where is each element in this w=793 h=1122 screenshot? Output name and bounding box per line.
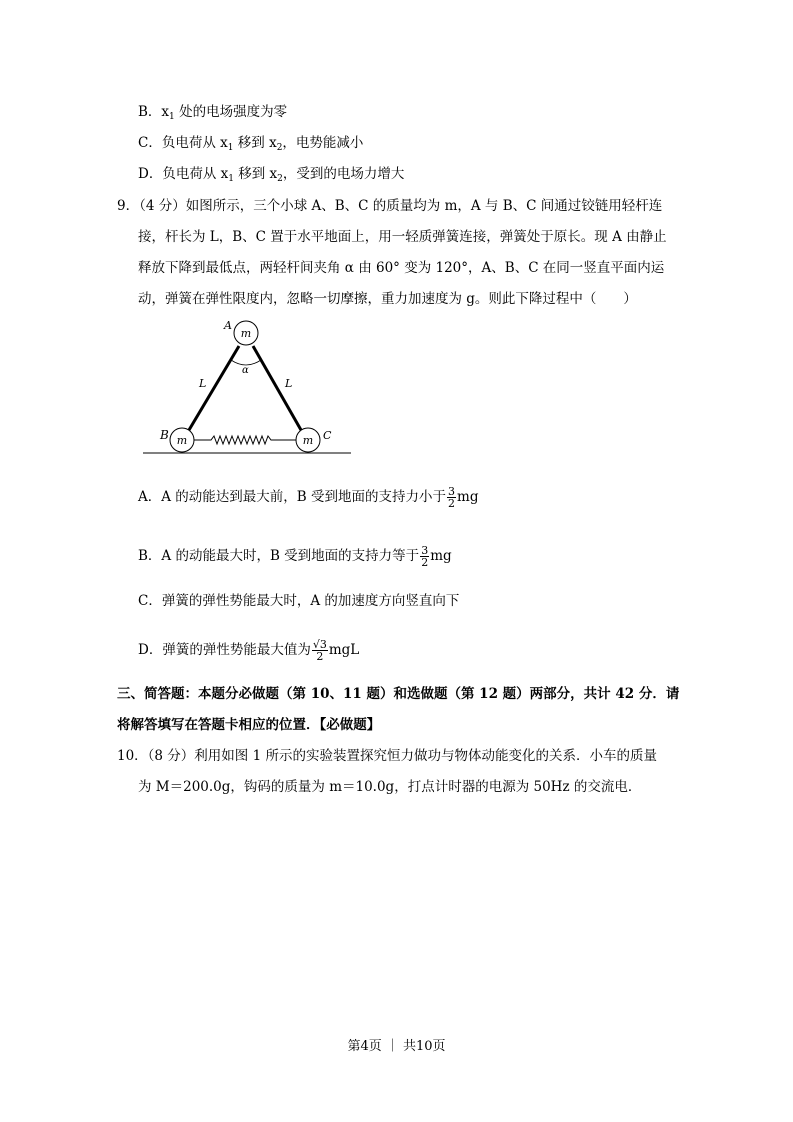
angle-label: α (242, 365, 249, 376)
option-text: 移到 x (233, 135, 277, 151)
denominator: 2 (421, 556, 429, 569)
fraction (420, 545, 429, 568)
mass-label-a: m (240, 327, 252, 340)
numerator: √3 (312, 638, 327, 651)
q9-stem-line-1: 9．（4 分）如图所示，三个小球 A、B、C 的质量均为 m，A 与 B、C 间通过铰链用轻杆连 (117, 198, 663, 214)
option-text: x (161, 104, 170, 120)
option-text: 负电荷从 x (161, 135, 228, 151)
rod-label-left: L (199, 377, 207, 390)
q9-option-b (138, 542, 452, 570)
option-text: ，受到的电场力增大 (282, 166, 405, 182)
label-b: B (160, 428, 169, 442)
label-c: C (323, 429, 332, 442)
q9-stem-line-3: 释放下降到最低点，两轻杆间夹角 α 由 60° 变为 120°，A、B、C 在同一竖直平面内运 (138, 260, 665, 276)
option-label: C． (138, 593, 162, 609)
subscript: 1 (227, 143, 234, 153)
denominator: 2 (448, 497, 456, 510)
mass-label-b: m (176, 434, 188, 447)
q9-figure (135, 312, 365, 460)
option-label: D． (138, 166, 163, 182)
option-text: 负电荷从 x (162, 166, 229, 182)
rod-left (189, 346, 239, 430)
spring (194, 436, 297, 444)
rod-right (253, 346, 301, 430)
fraction (312, 639, 328, 662)
option-label: B． (138, 548, 162, 564)
label-a: A (224, 319, 232, 332)
option-text: A 的动能最大时，B 受到地面的支持力等于 (161, 548, 420, 564)
subscript: 2 (277, 174, 283, 184)
q8-option-c (138, 133, 363, 158)
option-text: 弹簧的弹性势能最大值为 (162, 642, 311, 658)
subscript: 1 (169, 112, 175, 122)
option-label: D． (138, 642, 163, 658)
option-text: mg (457, 489, 479, 505)
numerator: 3 (448, 485, 456, 498)
option-text: ，电势能减小 (282, 135, 364, 151)
q9-option-d (138, 636, 359, 664)
q10-stem-line-1: 10．（8 分）利用如图 1 所示的实验装置探究恒力做功与物体动能变化的关系．小车的质量 (117, 748, 657, 764)
subscript: 1 (228, 174, 234, 184)
option-text: 移到 x (233, 166, 278, 182)
option-text: A 的动能达到最大前，B 受到地面的支持力小于 (161, 489, 447, 505)
q8-option-b (138, 102, 287, 127)
page-footer: 第4页 ｜ 共10页 (347, 1039, 446, 1054)
section-heading-line-2: 将解答填写在答题卡相应的位置．【必做题】 (117, 717, 381, 733)
option-text: mg (430, 548, 452, 564)
denominator: 2 (316, 650, 324, 663)
option-label: A． (138, 489, 162, 505)
fraction (447, 486, 456, 509)
q9-stem-line-2: 接，杆长为 L，B、C 置于水平地面上，用一轻质弹簧连接，弹簧处于原长。现 A 由静止 (138, 229, 667, 245)
rod-label-right: L (285, 377, 293, 390)
mass-label-c: m (302, 434, 314, 447)
option-label: B． (138, 104, 162, 120)
q9-option-c (138, 591, 459, 611)
section-heading-line-1: 三、简答题：本题分必做题（第 10、11 题）和选做题（第 12 题）两部分，共计 42 分．请 (117, 686, 680, 702)
numerator: 3 (421, 544, 429, 557)
option-text: 处的电场强度为零 (174, 104, 288, 120)
q9-stem-line-4: 动，弹簧在弹性限度内，忽略一切摩擦，重力加速度为 g。则此下降过程中（ ） (138, 291, 637, 307)
q9-option-a (138, 483, 478, 511)
subscript: 2 (276, 143, 283, 153)
q8-option-d (138, 164, 404, 189)
option-text: 弹簧的弹性势能最大时，A 的加速度方向竖直向下 (161, 593, 460, 609)
option-label: C． (138, 135, 162, 151)
q10-stem-line-2: 为 M＝200.0g，钩码的质量为 m＝10.0g，打点计时器的电源为 50Hz 的交流电． (138, 779, 642, 795)
option-text: mgL (328, 642, 360, 658)
